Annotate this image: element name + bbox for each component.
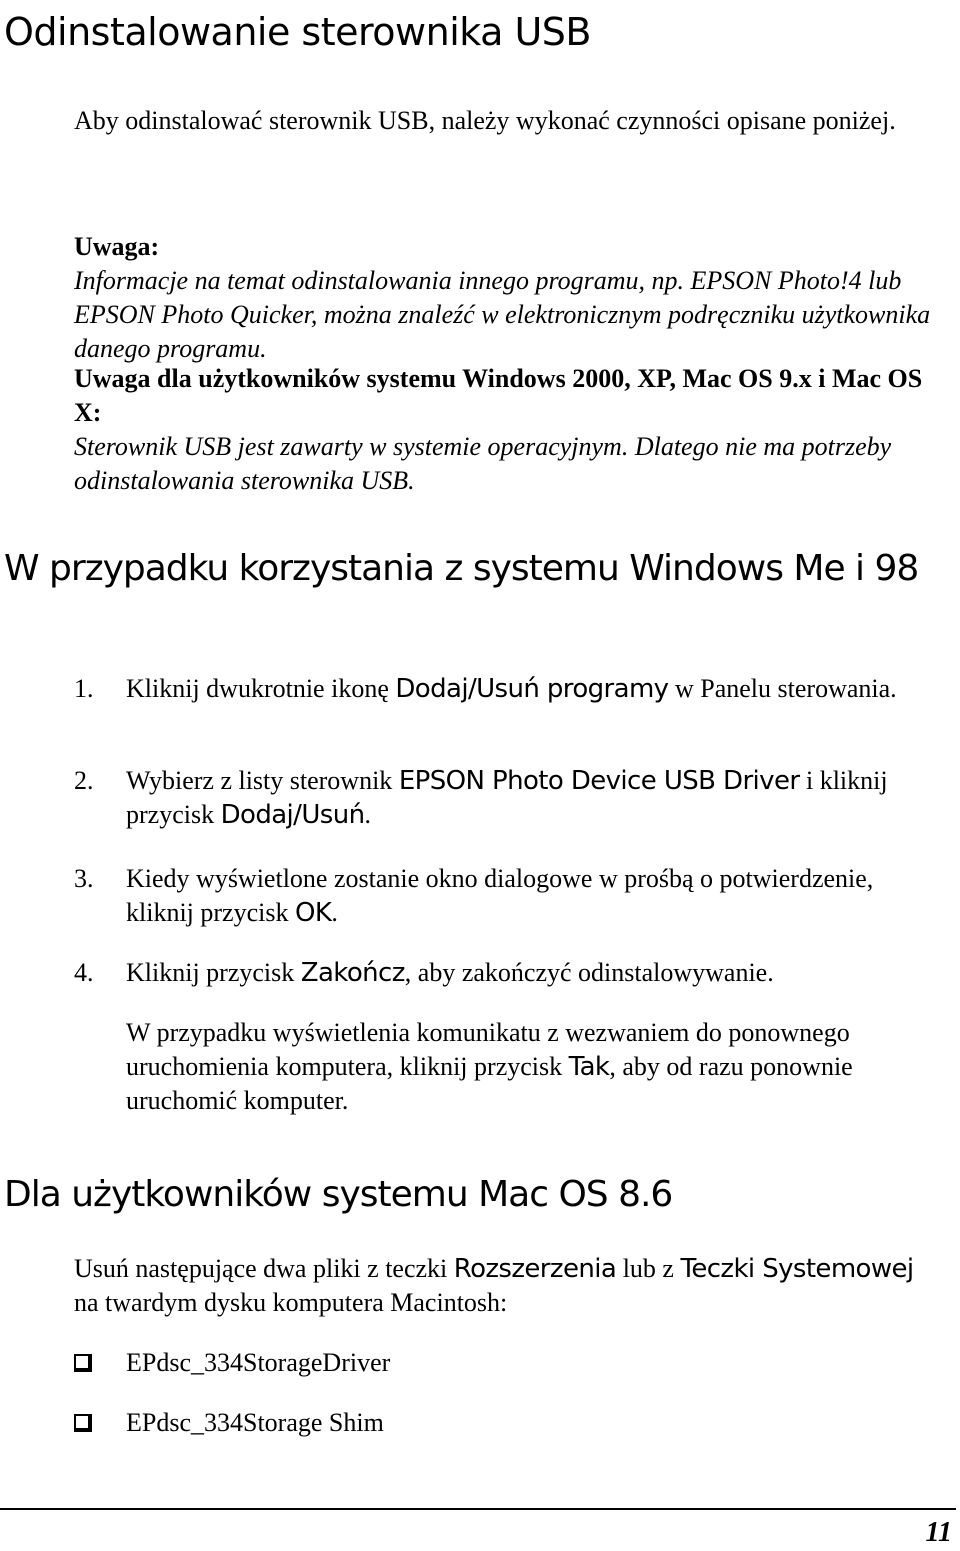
file-list-item: [74, 1346, 934, 1380]
file-name: EPdsc_334StorageDriver: [126, 1348, 391, 1377]
step-number: 4.: [74, 958, 94, 987]
note-title: Uwaga:: [74, 232, 160, 261]
note-other-programs: [74, 230, 944, 366]
ui-term: OK: [294, 898, 332, 928]
checkbox-bullet-icon: [74, 1414, 92, 1432]
step-number: 1.: [74, 674, 94, 703]
step-text: Kliknij przycisk Zakończ, aby zakończyć odinstalowywanie.: [126, 958, 774, 988]
note-windows-mac-users: [74, 362, 954, 498]
checkbox-bullet-icon: [74, 1354, 92, 1372]
ui-term: Dodaj/Usuń programy: [395, 674, 669, 704]
note-text: Informacje na temat odinstalowania innego programu, np. EPSON Photo!4 lub EPSON Photo Quicker, można znaleźć w elektronicznym podręczniku użytkownika danego programu.: [74, 266, 931, 363]
ui-term: EPSON Photo Device USB Driver: [398, 766, 800, 796]
footer-rule: [0, 1508, 956, 1510]
note-text: Sterownik USB jest zawarty w systemie operacyjnym. Dlatego nie ma potrzeby odinstalowania sterownika USB.: [74, 432, 892, 495]
intro-paragraph: Aby odinstalować sterownik USB, należy wykonać czynności opisane poniżej.: [74, 106, 896, 135]
section-heading-windows: W przypadku korzystania z systemu Windows Me i 98: [4, 548, 919, 589]
file-name: EPdsc_334Storage Shim: [126, 1408, 384, 1437]
page-number: 11: [925, 1517, 952, 1548]
step-text: Wybierz z listy sterownik EPSON Photo Device USB Driver i kliknij przycisk Dodaj/Usuń.: [126, 766, 888, 830]
mac-intro-paragraph: Usuń następujące dwa pliki z teczki Rozszerzenia lub z Teczki Systemowej na twardym dysku komputera Macintosh:: [74, 1254, 914, 1317]
ui-term: Teczki Systemowej: [680, 1254, 914, 1284]
ui-term: Zakończ: [300, 958, 405, 988]
section-heading-mac: Dla użytkowników systemu Mac OS 8.6: [4, 1174, 673, 1215]
step-number: 3.: [74, 864, 94, 893]
ui-term: Tak: [568, 1052, 610, 1082]
ui-term: Rozszerzenia: [453, 1254, 617, 1284]
step-text: Kliknij dwukrotnie ikonę Dodaj/Usuń programy w Panelu sterowania.: [126, 674, 897, 704]
note-title: Uwaga dla użytkowników systemu Windows 2000, XP, Mac OS 9.x i Mac OS X:: [74, 364, 923, 427]
restart-note: W przypadku wyświetlenia komunikatu z wezwaniem do ponownego uruchomienia komputera, kliknij przycisk Tak, aby od razu ponownie uruchomić komputer.: [126, 1018, 853, 1115]
ui-term: Dodaj/Usuń: [220, 800, 365, 830]
step-number: 2.: [74, 766, 94, 795]
file-list-item: [74, 1406, 934, 1440]
step-text: Kiedy wyświetlone zostanie okno dialogowe w prośbą o potwierdzenie, kliknij przycisk OK.: [126, 864, 874, 928]
main-heading: Odinstalowanie sterownika USB: [4, 10, 591, 54]
